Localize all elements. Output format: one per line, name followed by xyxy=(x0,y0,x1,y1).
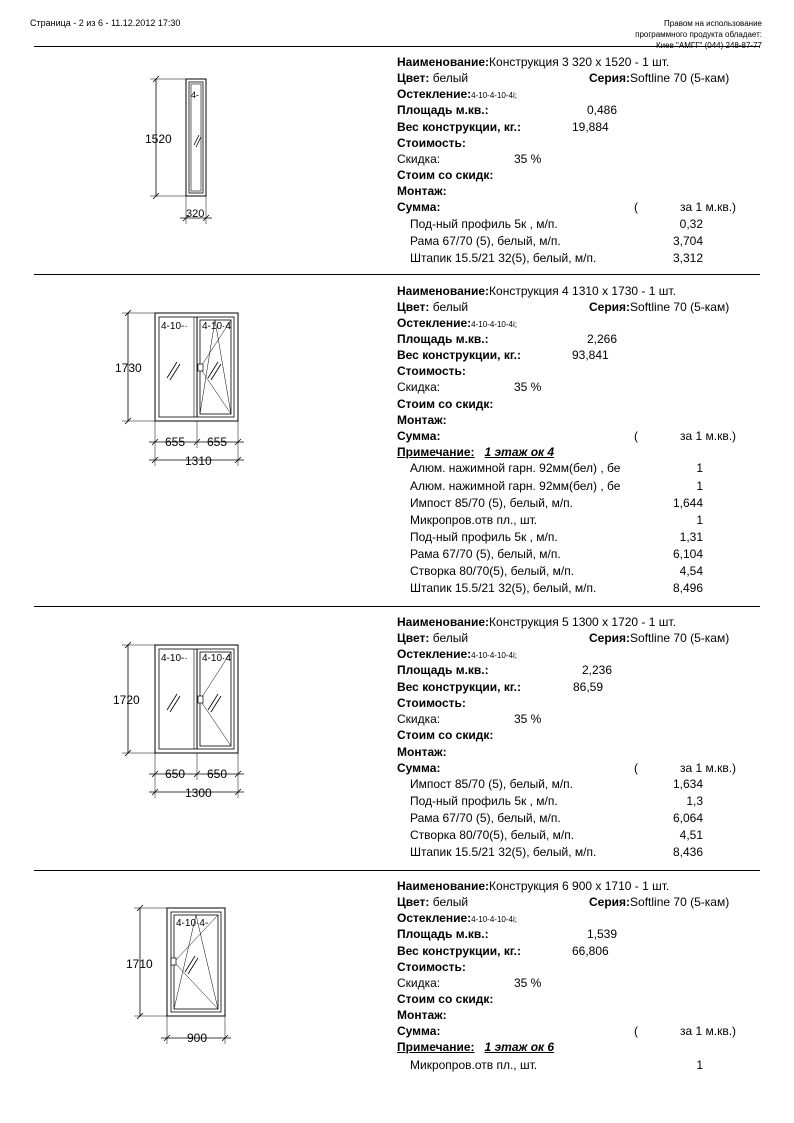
material-value: 8,496 xyxy=(672,581,703,595)
note-label: Примечание: xyxy=(397,445,475,459)
area-label: Площадь м.кв.: xyxy=(397,332,489,346)
series-label: Серия: xyxy=(589,631,631,645)
discount-value: 35 % xyxy=(514,380,542,394)
material-value: 4,51 xyxy=(679,828,703,842)
area-value: 1,539 xyxy=(587,927,618,941)
material-name: Импост 85/70 (5), белый, м/п. xyxy=(410,496,574,510)
height-dimension: 1730 xyxy=(115,361,142,375)
height-dimension: 1710 xyxy=(126,957,153,971)
glass-label: 4- xyxy=(191,90,200,100)
width-dimension: 650 xyxy=(165,767,186,781)
weight-label: Вес конструкции, кг.: xyxy=(397,120,521,134)
material-value: 1,31 xyxy=(679,530,703,544)
construction-name: Конструкция 3 320 x 1520 - 1 шт. xyxy=(489,55,670,69)
area-value: 2,236 xyxy=(582,663,613,677)
color-value: белый xyxy=(432,71,469,85)
width-dimension: 320 xyxy=(186,208,205,220)
glazing-label: Остекление: xyxy=(397,316,472,330)
material-value: 1,644 xyxy=(672,496,703,510)
weight-label: Вес конструкции, кг.: xyxy=(397,348,521,362)
sum-label: Сумма: xyxy=(397,761,441,775)
series-label: Серия: xyxy=(589,300,631,314)
glazing-value: 4-10-4-10-4i; xyxy=(471,320,517,329)
glazing-value: 4-10-4-10-4i; xyxy=(471,915,517,924)
glazing-label: Остекление: xyxy=(397,911,472,925)
sum-label: Сумма: xyxy=(397,429,441,443)
mounting-label: Монтаж: xyxy=(397,745,447,759)
color-label: Цвет: xyxy=(397,631,430,645)
area-label: Площадь м.кв.: xyxy=(397,103,489,117)
glass-label-right: 4-10·4 xyxy=(202,653,231,664)
glazing-value: 4-10-4-10-4i; xyxy=(471,91,517,100)
weight-value: 66,806 xyxy=(572,944,609,958)
cost-discount-label: Стоим со скидк: xyxy=(397,168,494,182)
height-dimension: 1720 xyxy=(113,693,140,707)
area-label: Площадь м.кв.: xyxy=(397,663,489,677)
color-value: белый xyxy=(432,300,469,314)
material-name: Импост 85/70 (5), белый, м/п. xyxy=(410,777,574,791)
total-width-dimension: 1310 xyxy=(185,454,212,468)
area-label: Площадь м.кв.: xyxy=(397,927,489,941)
glass-label: 4-10·4- xyxy=(176,918,209,929)
width-dimension: 655 xyxy=(165,435,186,449)
construction-name: Конструкция 5 1300 x 1720 - 1 шт. xyxy=(489,615,676,629)
material-name: Под-ный профиль 5к , м/п. xyxy=(410,794,558,808)
width-dimension: 650 xyxy=(207,767,228,781)
cost-label: Стоимость: xyxy=(397,696,466,710)
copyright-line-1: Правом на использование xyxy=(664,19,762,28)
color-value: белый xyxy=(432,631,469,645)
cost-label: Стоимость: xyxy=(397,136,466,150)
material-value: 6,064 xyxy=(672,811,703,825)
material-name: Штапик 15.5/21 32(5), белый, м/п. xyxy=(410,251,597,265)
material-value: 1 xyxy=(696,513,703,527)
material-value: 1 xyxy=(696,479,703,493)
page-header-left: Страница - 2 из 6 - 11.12.2012 17:30 xyxy=(30,18,181,28)
name-label: Наименование: xyxy=(397,879,490,893)
glass-label-left: 4-10-· xyxy=(161,321,188,332)
material-name: Микропров.отв пл., шт. xyxy=(410,1058,538,1072)
cost-label: Стоимость: xyxy=(397,364,466,378)
discount-value: 35 % xyxy=(514,152,542,166)
mounting-label: Монтаж: xyxy=(397,1008,447,1022)
note-value: 1 этаж ок 4 xyxy=(484,445,555,459)
weight-value: 93,841 xyxy=(572,348,609,362)
material-name: Микропров.отв пл., шт. xyxy=(410,513,538,527)
per-sqm-label: за 1 м.кв.) xyxy=(680,200,737,214)
material-name: Алюм. нажимной гарн. 92мм(бел) , бе xyxy=(410,461,621,475)
discount-label: Скидка: xyxy=(397,712,441,726)
name-label: Наименование: xyxy=(397,55,490,69)
note-label: Примечание: xyxy=(397,1040,475,1054)
per-sqm-label: за 1 м.кв.) xyxy=(680,429,737,443)
series-value: Softline 70 (5-кам) xyxy=(630,300,730,314)
material-value: 3,704 xyxy=(672,234,703,248)
area-value: 2,266 xyxy=(587,332,618,346)
material-value: 1 xyxy=(696,1058,703,1072)
color-value: белый xyxy=(432,895,469,909)
glazing-value: 4-10-4-10-4i; xyxy=(471,651,517,660)
material-value: 4,54 xyxy=(679,564,703,578)
weight-label: Вес конструкции, кг.: xyxy=(397,944,521,958)
sum-paren: ( xyxy=(634,200,638,214)
sum-paren: ( xyxy=(634,1024,638,1038)
series-label: Серия: xyxy=(589,71,631,85)
material-value: 1,3 xyxy=(686,794,703,808)
copyright-line-2: программного продукта обладает: xyxy=(635,30,762,39)
color-label: Цвет: xyxy=(397,300,430,314)
total-width-dimension: 1300 xyxy=(185,786,212,800)
material-value: 3,312 xyxy=(672,251,703,265)
series-value: Softline 70 (5-кам) xyxy=(630,631,730,645)
material-name: Створка 80/70(5), белый, м/п. xyxy=(410,828,575,842)
construction-name: Конструкция 4 1310 x 1730 - 1 шт. xyxy=(489,284,676,298)
material-name: Под-ный профиль 5к , м/п. xyxy=(410,530,558,544)
mounting-label: Монтаж: xyxy=(397,413,447,427)
construction-name: Конструкция 6 900 x 1710 - 1 шт. xyxy=(489,879,670,893)
color-label: Цвет: xyxy=(397,71,430,85)
discount-label: Скидка: xyxy=(397,152,441,166)
weight-value: 86,59 xyxy=(573,680,604,694)
glass-label-right: 4-10·4 xyxy=(202,321,231,332)
weight-value: 19,884 xyxy=(572,120,609,134)
sum-paren: ( xyxy=(634,429,638,443)
material-value: 8,436 xyxy=(672,845,703,859)
material-name: Створка 80/70(5), белый, м/п. xyxy=(410,564,575,578)
discount-value: 35 % xyxy=(514,712,542,726)
weight-label: Вес конструкции, кг.: xyxy=(397,680,521,694)
copyright-line-3: Киев "АМГГ" (044) 248-87-77 xyxy=(656,41,762,50)
cost-discount-label: Стоим со скидк: xyxy=(397,992,494,1006)
series-value: Softline 70 (5-кам) xyxy=(630,71,730,85)
material-value: 0,32 xyxy=(679,217,703,231)
material-name: Алюм. нажимной гарн. 92мм(бел) , бе xyxy=(410,479,621,493)
material-name: Рама 67/70 (5), белый, м/п. xyxy=(410,547,561,561)
material-value: 1,634 xyxy=(672,777,703,791)
material-name: Штапик 15.5/21 32(5), белый, м/п. xyxy=(410,581,597,595)
cost-discount-label: Стоим со скидк: xyxy=(397,397,494,411)
glass-label-left: 4-10-· xyxy=(161,653,188,664)
per-sqm-label: за 1 м.кв.) xyxy=(680,761,737,775)
sum-label: Сумма: xyxy=(397,200,441,214)
material-value: 6,104 xyxy=(672,547,703,561)
material-value: 1 xyxy=(696,461,703,475)
material-name: Под-ный профиль 5к , м/п. xyxy=(410,217,558,231)
color-label: Цвет: xyxy=(397,895,430,909)
glazing-label: Остекление: xyxy=(397,87,472,101)
series-label: Серия: xyxy=(589,895,631,909)
width-dimension: 655 xyxy=(207,435,228,449)
glazing-label: Остекление: xyxy=(397,647,472,661)
discount-value: 35 % xyxy=(514,976,542,990)
sum-paren: ( xyxy=(634,761,638,775)
width-dimension: 900 xyxy=(187,1031,208,1045)
series-value: Softline 70 (5-кам) xyxy=(630,895,730,909)
per-sqm-label: за 1 м.кв.) xyxy=(680,1024,737,1038)
material-name: Рама 67/70 (5), белый, м/п. xyxy=(410,234,561,248)
mounting-label: Монтаж: xyxy=(397,184,447,198)
area-value: 0,486 xyxy=(587,103,618,117)
cost-discount-label: Стоим со скидк: xyxy=(397,728,494,742)
name-label: Наименование: xyxy=(397,615,490,629)
discount-label: Скидка: xyxy=(397,380,441,394)
note-value: 1 этаж ок 6 xyxy=(484,1040,555,1054)
cost-label: Стоимость: xyxy=(397,960,466,974)
material-name: Штапик 15.5/21 32(5), белый, м/п. xyxy=(410,845,597,859)
construction-6-info xyxy=(397,878,767,1078)
name-label: Наименование: xyxy=(397,284,490,298)
discount-label: Скидка: xyxy=(397,976,441,990)
height-dimension: 1520 xyxy=(145,132,172,146)
material-name: Рама 67/70 (5), белый, м/п. xyxy=(410,811,561,825)
sum-label: Сумма: xyxy=(397,1024,441,1038)
